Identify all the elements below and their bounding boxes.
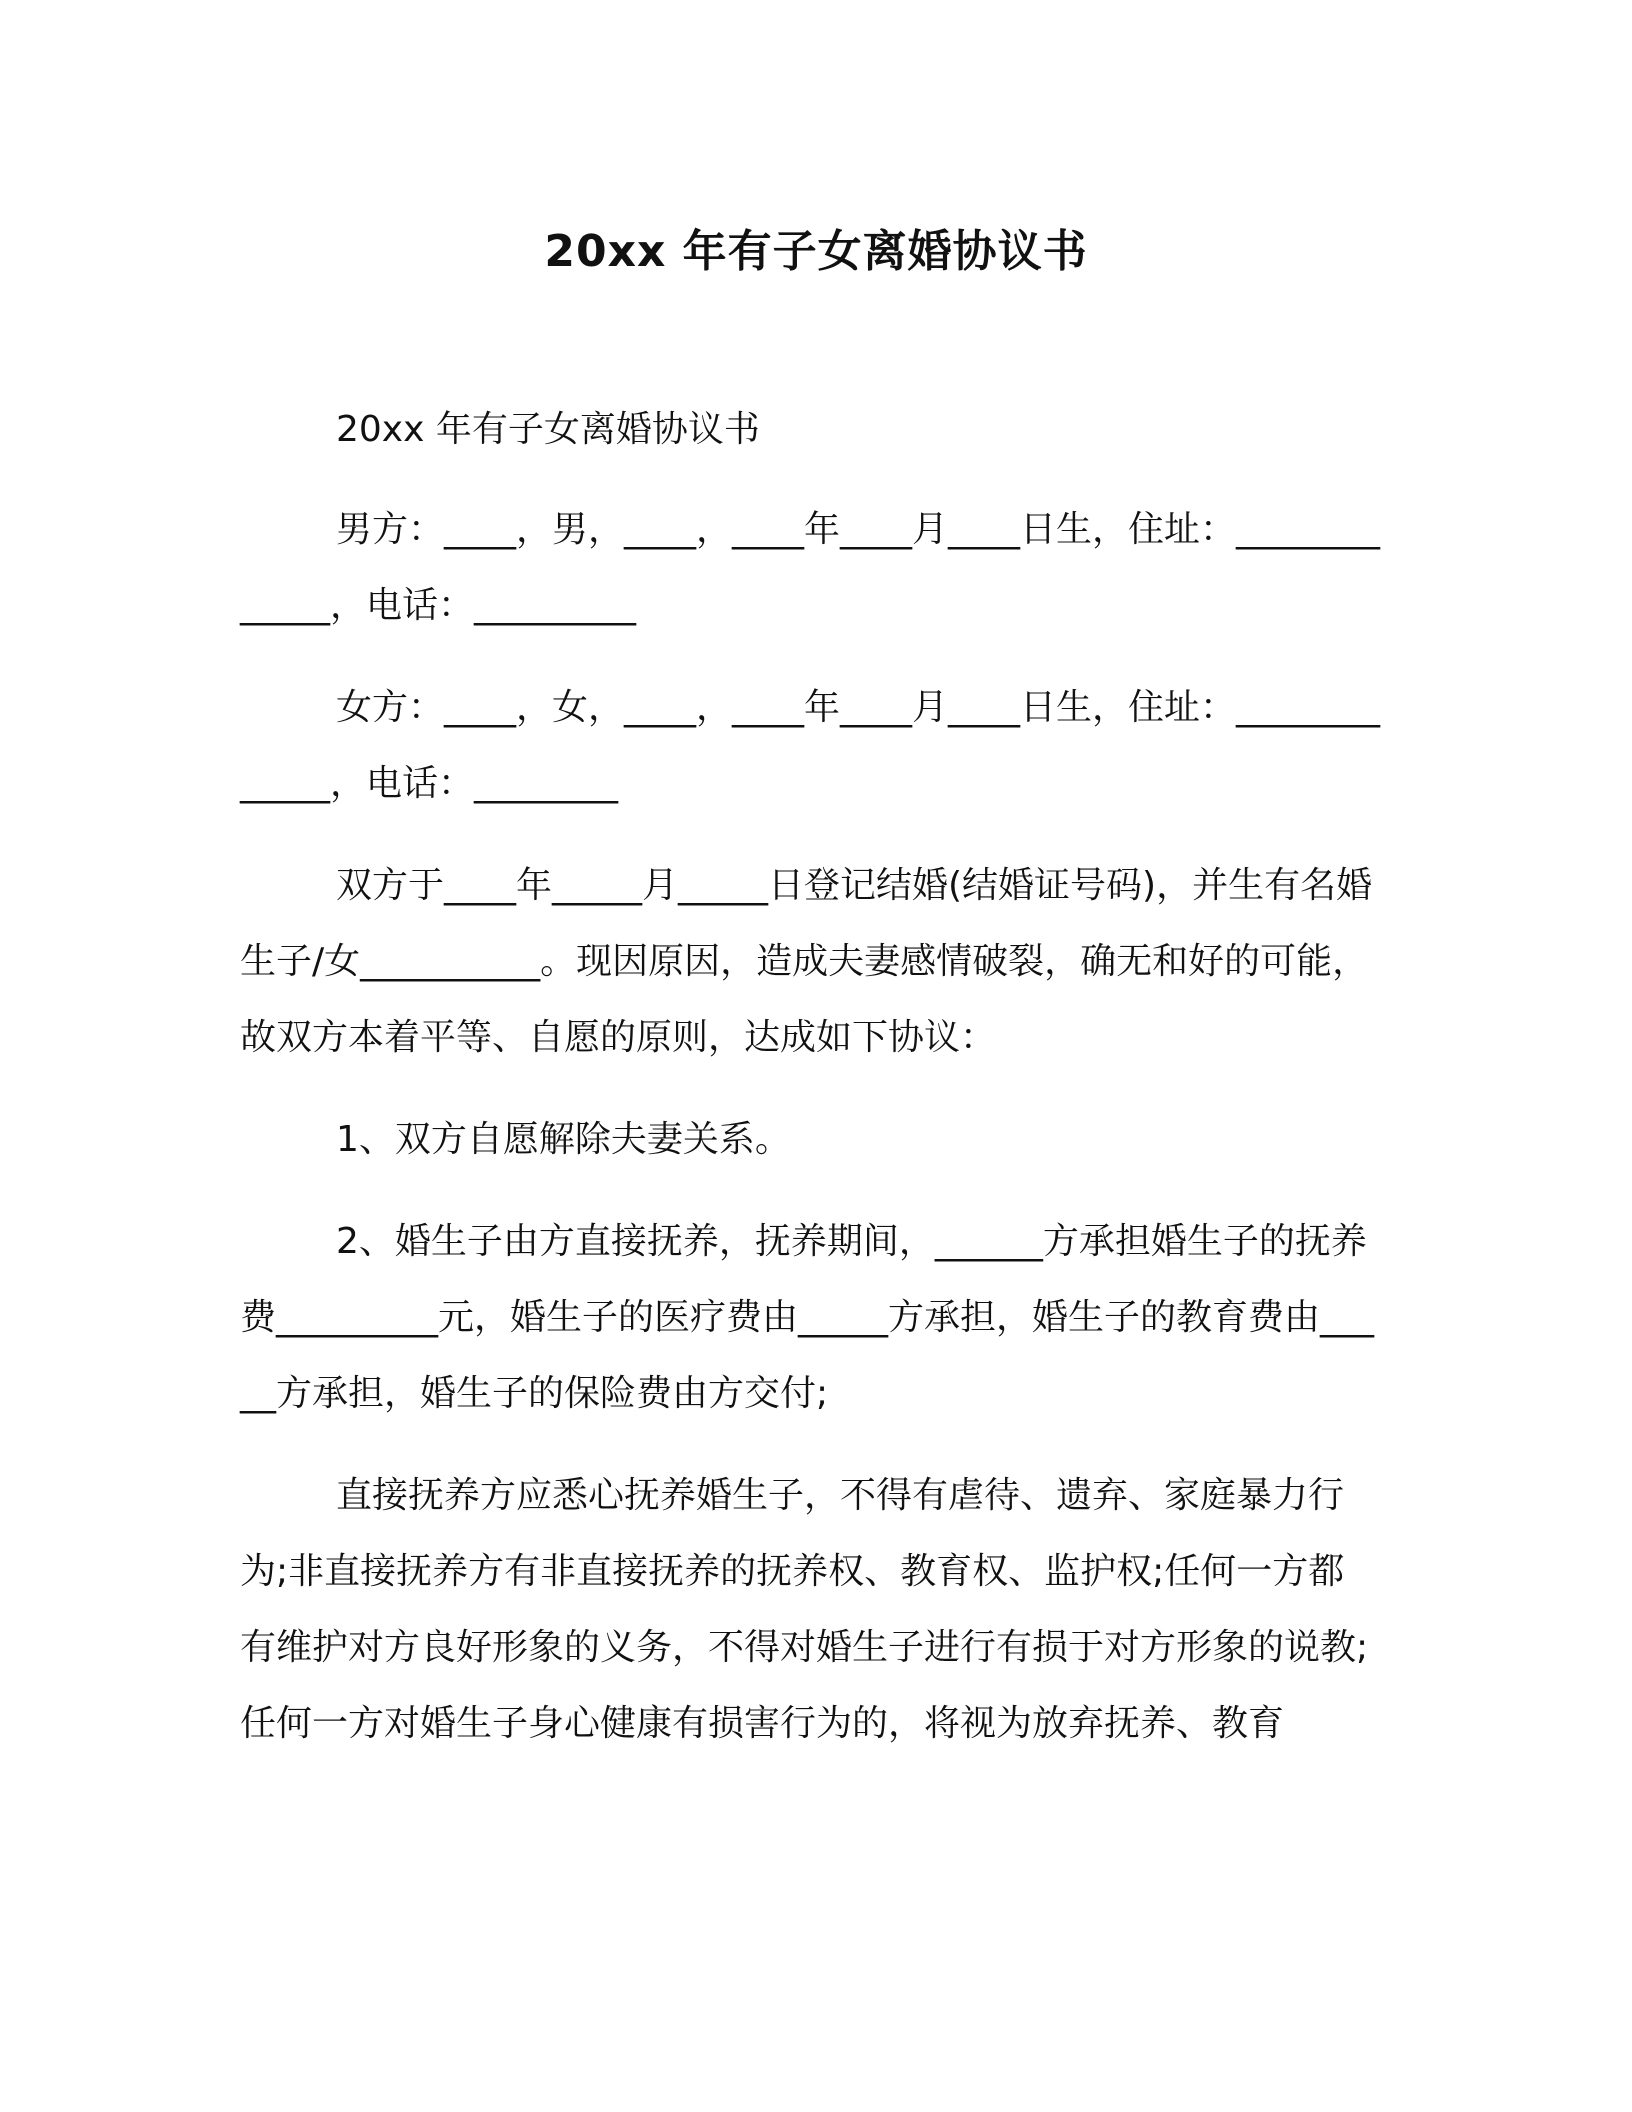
paragraph-marriage-info: 双方于____年_____月_____日登记结婚(结婚证号码)，并生有名婚生子/女__________。现因原因，造成夫妻感情破裂，确无和好的可能，故双方本着平等、自愿的原则，达成如下协议： (240, 865, 1373, 1058)
paragraph-male-party: 男方：____，男，____，____年____月____日生，住址：_____________，电话：_________ (240, 509, 1381, 626)
document-body (240, 392, 1380, 1788)
paragraph-clause-1: 1、双方自愿解除夫妻关系。 (336, 1119, 791, 1160)
document-title: 20xx 年有子女离婚协议书 (544, 226, 1088, 277)
paragraph-clause-2: 2、婚生子由方直接抚养，抚养期间，______方承担婚生子的抚养费_________元，婚生子的医疗费由_____方承担，婚生子的教育费由_____方承担，婚生子的保险费由方交付; (240, 1221, 1375, 1414)
paragraph-female-party: 女方：____，女，____，____年____月____日生，住址：_____________，电话：________ (240, 687, 1381, 804)
paragraph-custody-duties: 直接抚养方应悉心抚养婚生子，不得有虐待、遗弃、家庭暴力行为;非直接抚养方有非直接抚养的抚养权、教育权、监护权;任何一方都有维护对方良好形象的义务，不得对婚生子进行有损于对方形象的说教;任何一方对婚生子身心健康有损害行为的，将视为放弃抚养、教育 (240, 1475, 1369, 1744)
paragraph-subtitle: 20xx 年有子女离婚协议书 (336, 409, 760, 450)
